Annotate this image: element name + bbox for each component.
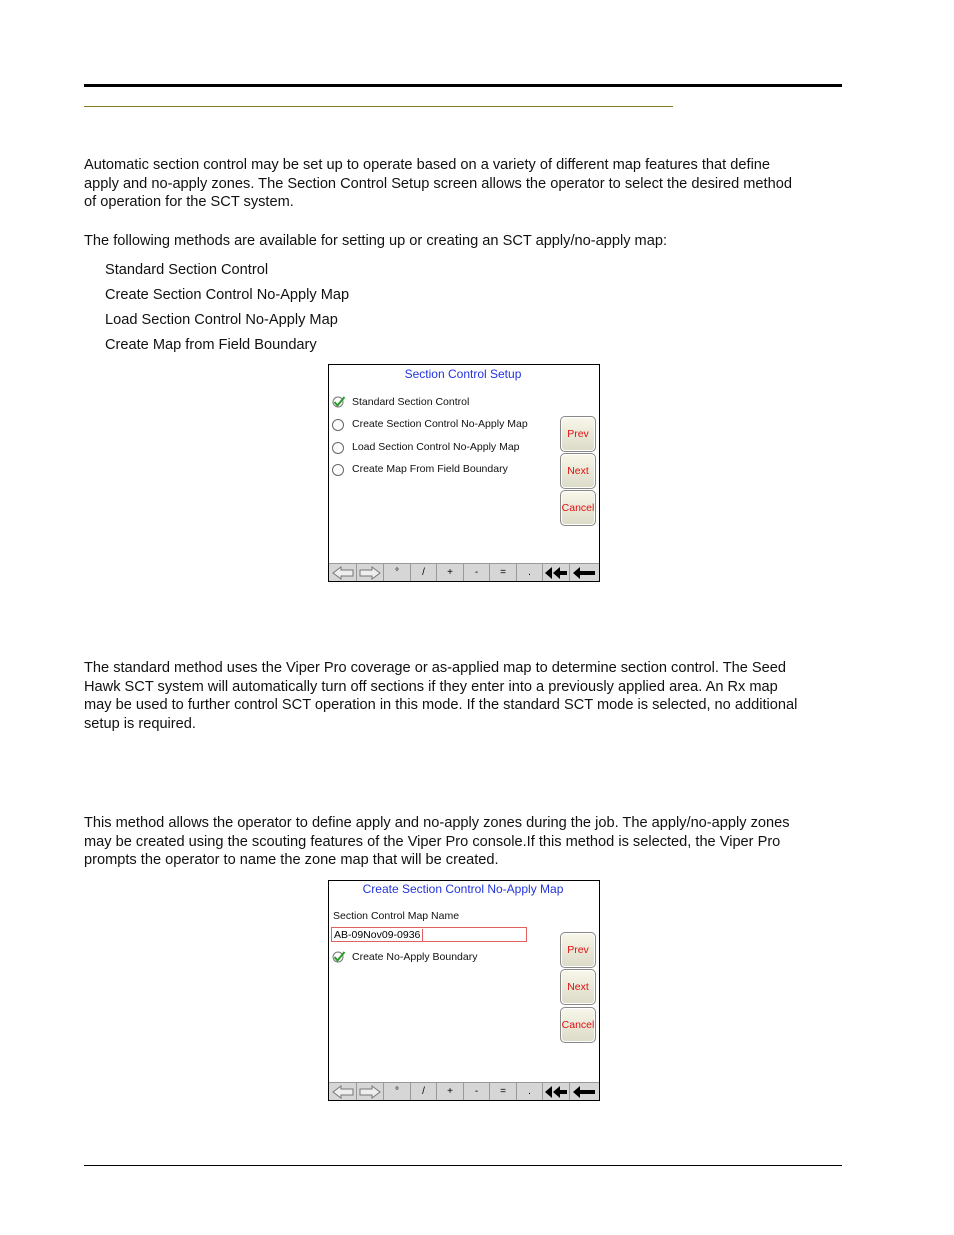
header-rule: [84, 84, 842, 87]
cancel-button[interactable]: Cancel: [560, 1007, 596, 1043]
map-name-input[interactable]: [331, 927, 527, 942]
prev-button[interactable]: Prev: [560, 932, 596, 968]
keypad-bar: [329, 1082, 599, 1101]
checked-radio-icon: [332, 395, 346, 409]
slash-key[interactable]: /: [411, 1083, 437, 1101]
radio-icon: [332, 442, 344, 454]
left-arrow-icon: [331, 1085, 355, 1099]
map-name-label: Section Control Map Name: [333, 910, 460, 922]
next-button[interactable]: Next: [560, 453, 596, 489]
intro-paragraph: Automatic section control may be set up to operate based on a variety of different map features that define apply and no-apply zones. The Section Control Setup screen allows the operator to select the desired method of operation for the SCT system.: [84, 157, 792, 211]
keypad-bar: [329, 563, 599, 582]
section-heading-rule: [84, 106, 673, 107]
period-key[interactable]: .: [517, 1083, 543, 1101]
degree-key[interactable]: °: [384, 1083, 411, 1101]
prev-button[interactable]: Prev: [560, 416, 596, 452]
right-arrow-key[interactable]: [357, 564, 384, 582]
left-arrow-key[interactable]: [329, 1083, 357, 1101]
footer-rule: [84, 1165, 842, 1166]
fast-back-icon: [544, 1085, 568, 1099]
radio-icon: [332, 419, 344, 431]
no-apply-method-paragraph: This method allows the operator to define apply and no-apply zones during the job. The apply/no-apply zones may be created using the scouting features of the Viper Pro console.If this method is selected, the Viper Pro prompts the operator to name the zone map that will be created.: [84, 815, 790, 869]
method-item-field-boundary: Create Map from Field Boundary: [105, 337, 317, 353]
methods-intro: The following methods are available for setting up or creating an SCT apply/no-apply map:: [84, 233, 667, 249]
minus-key[interactable]: -: [464, 1083, 490, 1101]
section-control-setup-screen: Section Control Setup Standard Section Control Create Section Control No-Apply Map Load Section Control No-Apply Map Create Map From Field Boundary Prev Next Cancel ° / + - = .: [328, 364, 600, 582]
plus-key[interactable]: +: [437, 564, 464, 582]
backspace-key[interactable]: [570, 1083, 598, 1101]
fast-back-key[interactable]: [543, 564, 570, 582]
right-arrow-icon: [358, 566, 382, 580]
period-key[interactable]: .: [517, 564, 543, 582]
fast-back-icon: [544, 566, 568, 580]
left-arrow-icon: [331, 566, 355, 580]
next-button[interactable]: Next: [560, 969, 596, 1005]
left-arrow-key[interactable]: [329, 564, 357, 582]
backspace-key[interactable]: [570, 564, 598, 582]
backspace-icon: [572, 566, 596, 580]
create-no-apply-map-screen: Create Section Control No-Apply Map Section Control Map Name AB-09Nov09-0936 Create No-Apply Boundary Prev Next Cancel ° / + - = .: [328, 880, 600, 1101]
plus-key[interactable]: +: [437, 1083, 464, 1101]
minus-key[interactable]: -: [464, 564, 490, 582]
screen-title: Create Section Control No-Apply Map: [362, 882, 564, 896]
backspace-icon: [572, 1085, 596, 1099]
cancel-button[interactable]: Cancel: [560, 490, 596, 526]
right-arrow-key[interactable]: [357, 1083, 384, 1101]
equals-key[interactable]: =: [490, 564, 517, 582]
method-item-load-no-apply: Load Section Control No-Apply Map: [105, 312, 338, 328]
fast-back-key[interactable]: [543, 1083, 570, 1101]
method-item-create-no-apply: Create Section Control No-Apply Map: [105, 287, 350, 303]
method-item-standard: Standard Section Control: [105, 262, 269, 278]
equals-key[interactable]: =: [490, 1083, 517, 1101]
checked-radio-icon: [332, 950, 346, 964]
map-name-value: AB-09Nov09-0936: [334, 929, 423, 941]
standard-method-paragraph: The standard method uses the Viper Pro coverage or as-applied map to determine section control. The Seed Hawk SCT system will automatically turn off sections if they enter into a previously applied area. An Rx map may be used to further control SCT operation in this mode. If the standard SCT mode is selected, no additional setup is required.: [84, 660, 798, 732]
degree-key[interactable]: °: [384, 564, 411, 582]
right-arrow-icon: [358, 1085, 382, 1099]
radio-icon: [332, 464, 344, 476]
screen-title: Section Control Setup: [404, 367, 522, 381]
slash-key[interactable]: /: [411, 564, 437, 582]
